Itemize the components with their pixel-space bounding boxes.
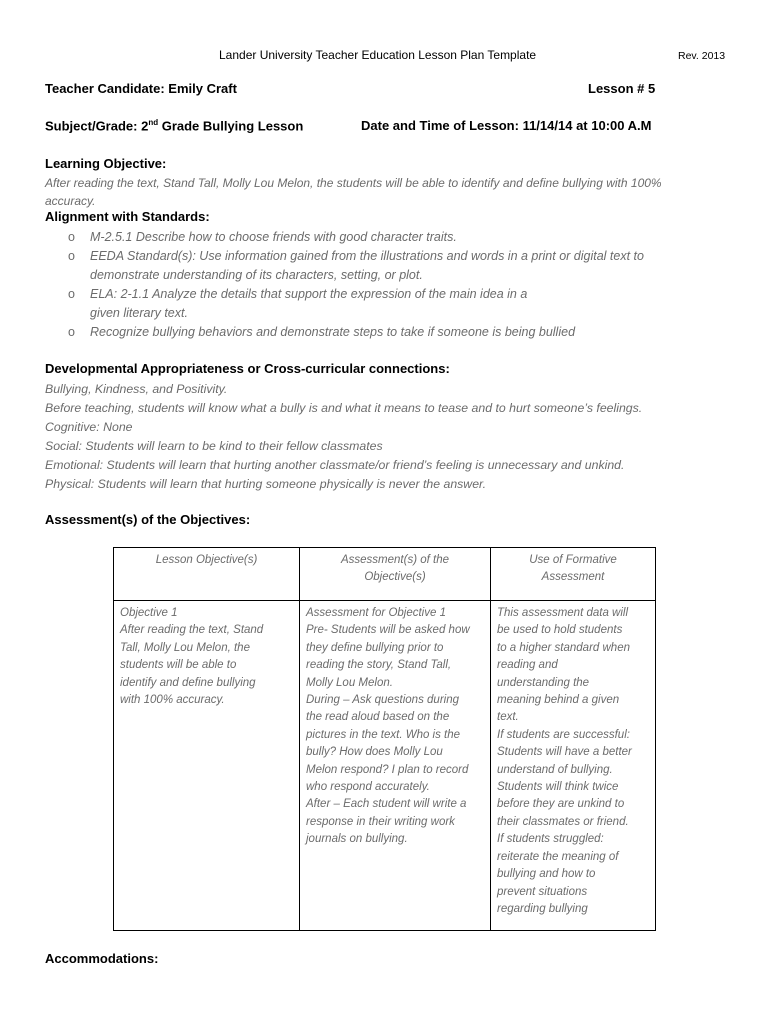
learning-objective-text: After reading the text, Stand Tall, Molly Lou Melon, the students will be able to identify and define bullying with 100% accuracy. [45,176,662,208]
standards-list [68,228,748,342]
document-title: Lander University Teacher Education Lesson Plan Template [219,48,537,62]
lesson-date-time: Date and Time of Lesson: 11/14/14 at 10:00 A.M [361,118,652,133]
list-item: o Recognize bullying behaviors and demonstrate steps to take if someone is being bullied [68,323,748,342]
bullet-marker-icon: o [68,287,75,301]
learning-objective-heading: Learning Objective: [45,156,167,171]
bullet-marker-icon: o [68,325,75,339]
objective-cell: Objective 1 After reading the text, Stand Tall, Molly Lou Melon, the students will be able to identify and define bullying with 100% accuracy. [114,601,300,931]
assessment-table [113,547,656,931]
subject-grade: Subject/Grade: 2nd Grade Bullying Lesson [45,118,304,134]
assessment-cell: Assessment for Objective 1 Pre- Students will be asked how they define bullying prior to reading the story, Stand Tall, Molly Lou Melon. During – Ask questions during the read aloud based on the pictures in the text. Who is the bully? How does Molly Lou Melon respond? I plan to record who respond accurately. After – Each student will write a response in their writing work journals on bullying. [300,601,491,931]
list-item: o EEDA Standard(s): Use information gained from the illustrations and words in a print or digital text to demonstrate understanding of its characters, setting, or plot. [68,249,644,282]
standards-heading: Alignment with Standards: [45,209,210,224]
bullet-marker-icon: o [68,230,75,244]
formative-cell: This assessment data will be used to hold students to a higher standard when reading and understanding the meaning behind a given text. If students are successful: Students will have a better understand of bullying. Students will think twice before they are unkind to their classmates or friend. If students struggled: reiterate the meaning of bullying and how to prevent situations regarding bullying [491,601,656,931]
list-item: o ELA: 2-1.1 Analyze the details that support the expression of the main idea in a given literary text. [68,287,528,320]
developmental-heading: Developmental Appropriateness or Cross-curricular connections: [45,361,450,376]
column-header-assessments: Assessment(s) of the Objective(s) [300,548,491,601]
lesson-number: Lesson # 5 [588,81,656,96]
revision-label: Rev. 2013 [678,50,726,62]
table-header-row [114,548,656,601]
list-item: o M-2.5.1 Describe how to choose friends with good character traits. [68,228,748,247]
developmental-text: Bullying, Kindness, and Positivity. Before teaching, students will know what a bully is and what it means to tease and to hurt someone’s feelings. Cognitive: None Social: Students will learn to be kind to their fellow classmates Emotional: Students will learn that hurting another classmate/or friend’s feeling is unnecessary and unkind. Physical: Students will learn that hurting someone physically is never the answer. [45,382,643,491]
column-header-formative: Use of Formative Assessment [491,548,656,601]
assessment-heading: Assessment(s) of the Objectives: [45,512,251,527]
table-row [114,601,656,931]
accommodations-heading: Accommodations: [45,951,159,966]
column-header-objectives: Lesson Objective(s) [114,548,300,601]
bullet-marker-icon: o [68,249,75,263]
teacher-candidate: Teacher Candidate: Emily Craft [45,81,237,96]
